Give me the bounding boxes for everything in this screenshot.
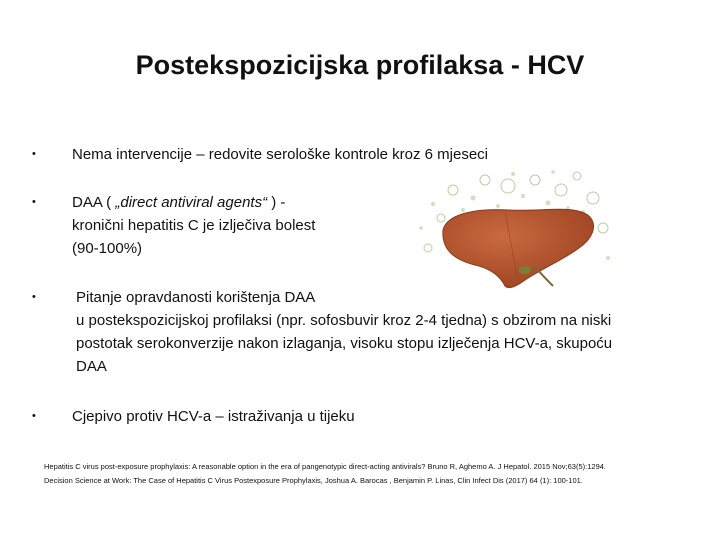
references [44, 460, 606, 488]
bullet-line: DAA [76, 358, 107, 375]
bullet-line: (90-100%) [72, 240, 143, 257]
bullet-line: postotak serokonverzije nakon izlaganja, visoku stopu izlječenja HCV-a, skupoću [76, 335, 613, 352]
bullet-line: kronični hepatitis C je izlječiva bolest [72, 217, 316, 234]
bullet-italic-term: „direct antiviral agents“ [115, 194, 268, 211]
bullet-line: Nema intervencije – redovite serološke kontrole kroz 6 mjeseci [72, 146, 489, 163]
slide-title: Postekspozicijska profilaksa - HCV [135, 50, 585, 80]
bullet-dot: • [32, 148, 36, 160]
bullet-dot: • [32, 291, 36, 303]
bullet-suffix: ) - [267, 194, 286, 211]
bullet-line: Pitanje opravdanosti korištenja DAA [76, 289, 316, 306]
bullet-line: Cjepivo protiv HCV-a – istraživanja u tijeku [72, 408, 355, 425]
reference-line: Hepatitis C virus post-exposure prophylaxis: A reasonable option in the era of pangenotypic direct-acting antivirals? Bruno R, Aghemo A. J Hepatol. 2015 Nov;63(5):1294. [44, 462, 606, 471]
bullet-line [72, 191, 315, 214]
bullet-dot: • [32, 410, 36, 422]
liver-illustration [413, 168, 613, 296]
bullet-line: u postekspozicijskoj profilaksi (npr. sofosbuvir kroz 2-4 tjedna) s obzirom na niski [76, 312, 612, 329]
reference-line: Decision Science at Work: The Case of Hepatitis C Virus Postexposure Prophylaxis, Joshua A. Barocas , Benjamin P. Linas, Clin Infect Dis (2017) 64 (1): 100-101. [44, 476, 583, 485]
bullet-prefix: DAA ( [72, 194, 116, 211]
bullet-dot: • [32, 196, 36, 208]
